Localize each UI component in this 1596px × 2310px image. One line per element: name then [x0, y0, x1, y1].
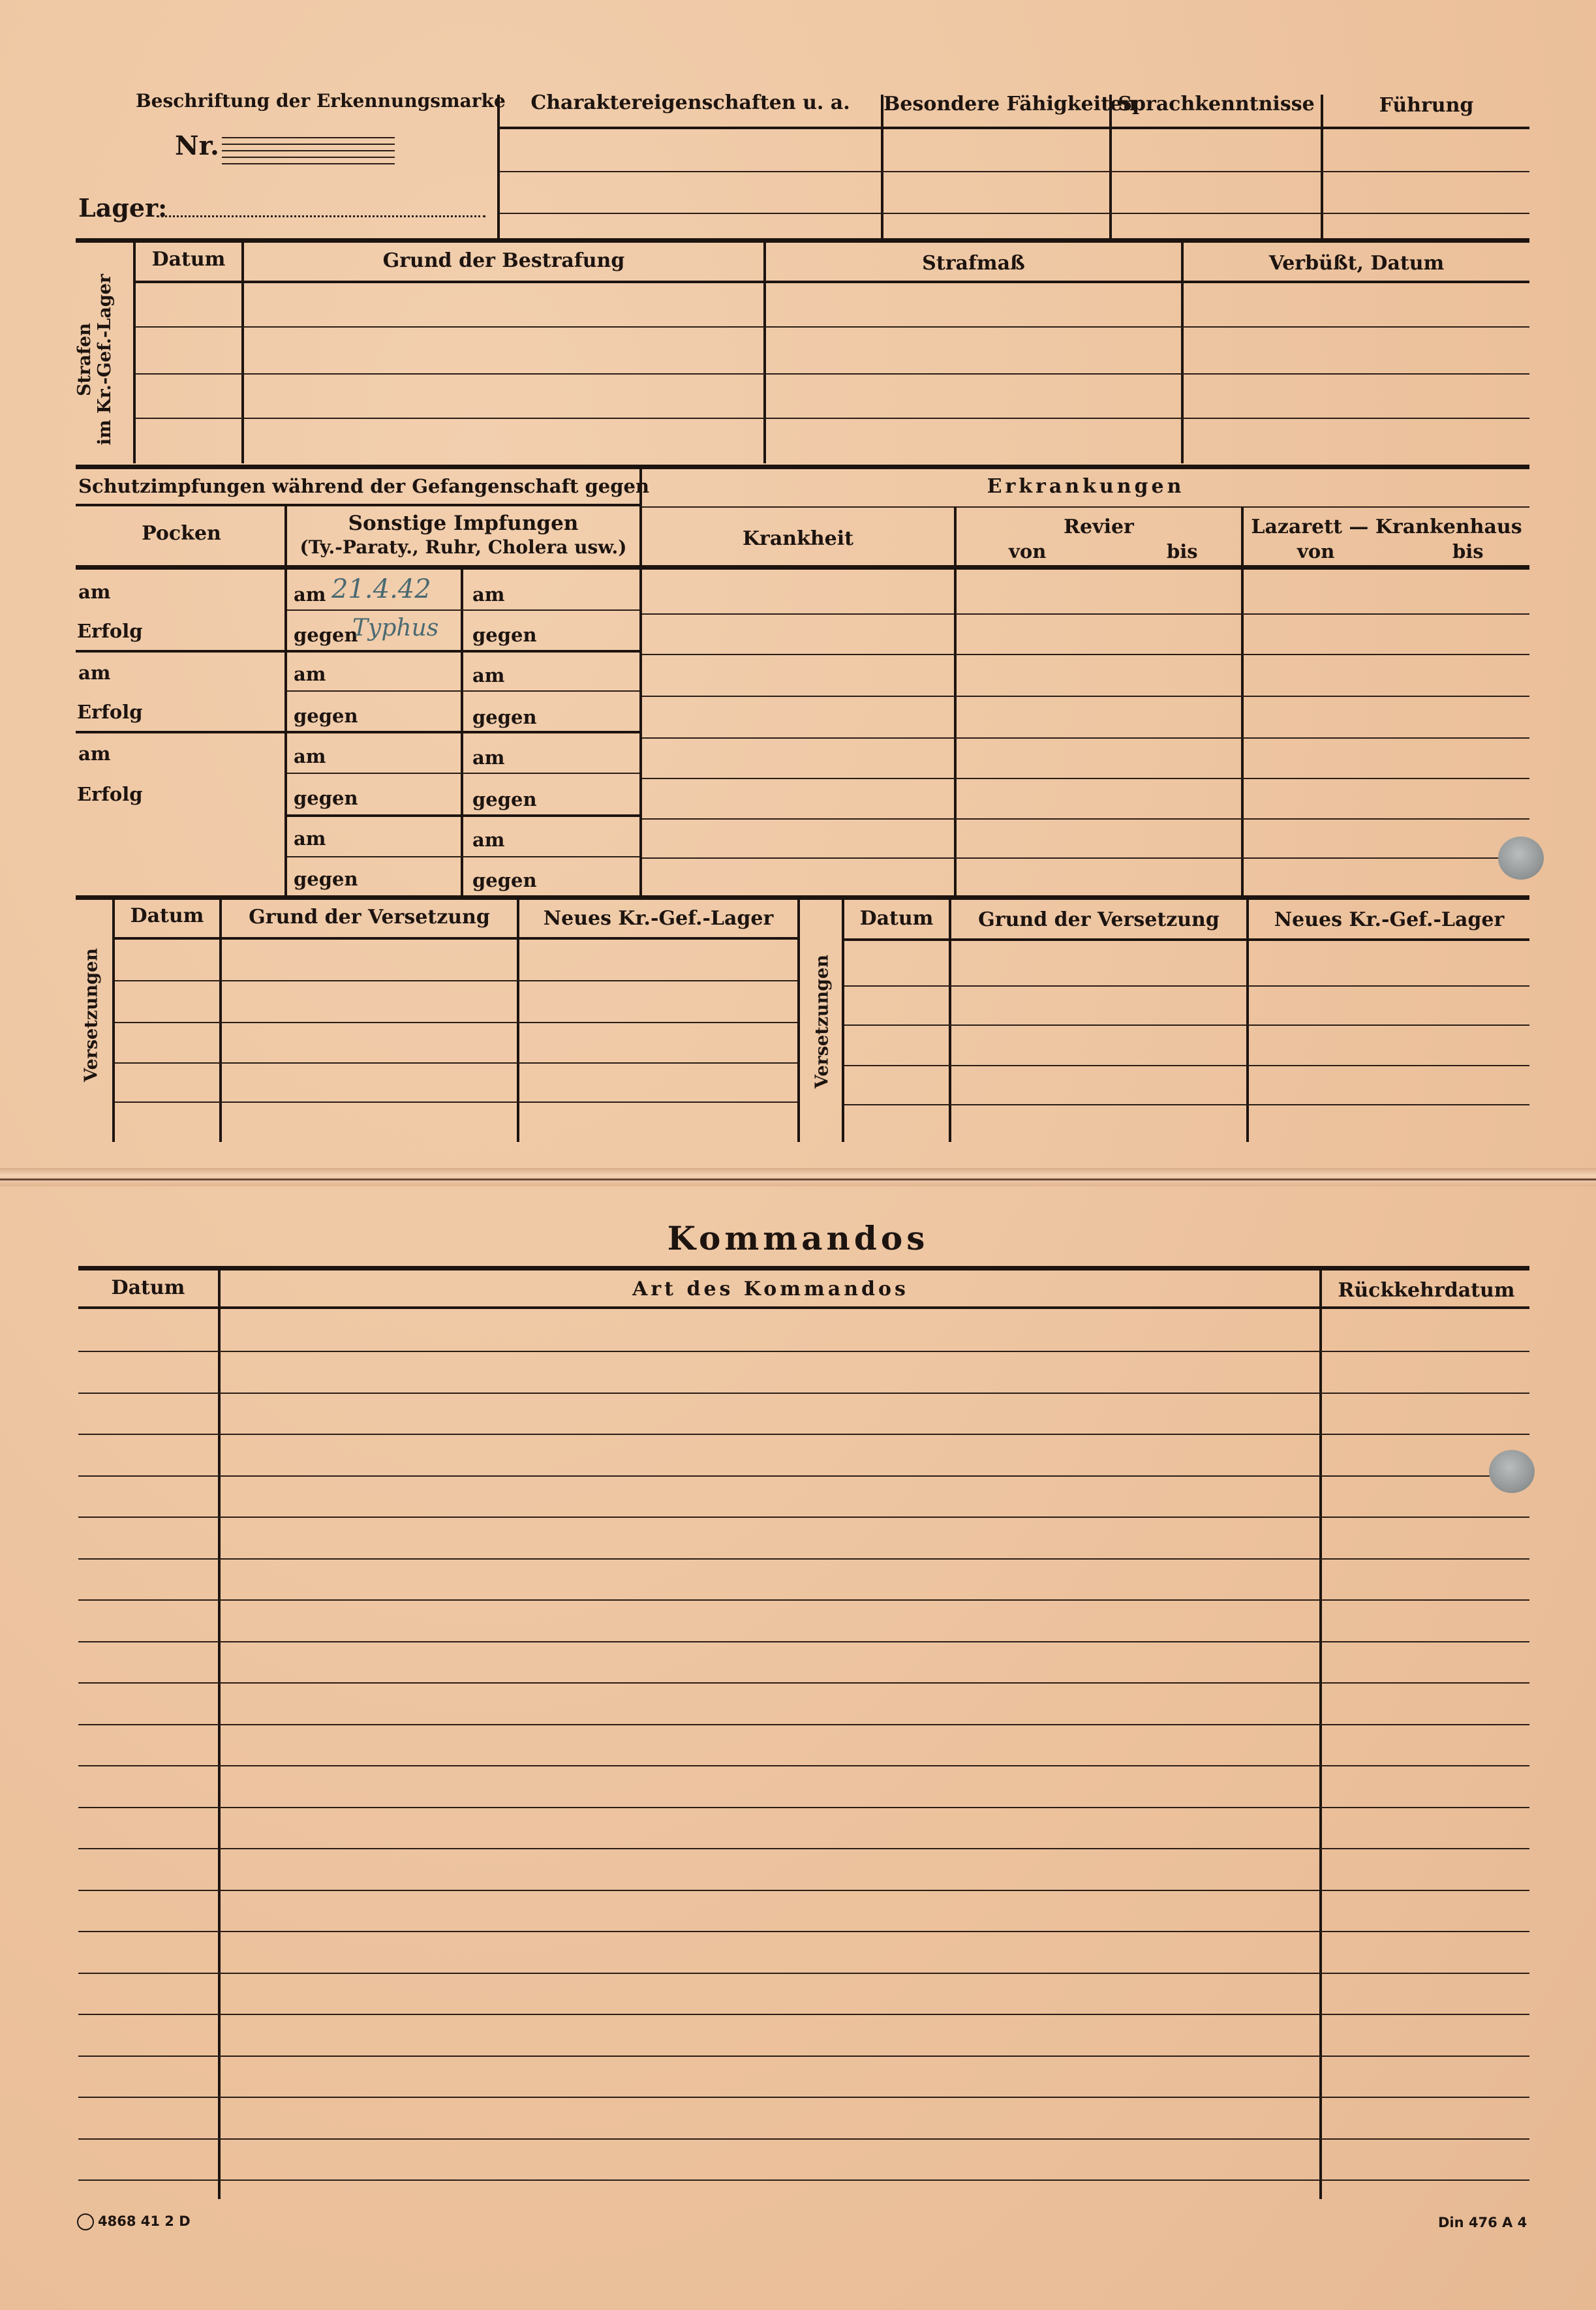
- vacc-other-am-3: am: [294, 745, 326, 767]
- table-row[interactable]: [78, 1434, 1529, 1435]
- table-row[interactable]: [78, 2179, 1529, 2181]
- tag-label: Beschriftung der Erkennungsmarke: [136, 90, 506, 112]
- punish-col-reason: Grund der Bestrafung: [382, 249, 625, 272]
- vacc-other-gegen-4: gegen: [294, 868, 358, 890]
- lager-label: Lager:: [78, 193, 168, 223]
- vacc-other-am-1b: am: [472, 583, 505, 606]
- ill-col-illness: Krankheit: [742, 527, 854, 550]
- vacc-col-other: Sonstige Impfungen: [348, 512, 579, 535]
- print-code: 4868 41 2 D: [77, 2213, 191, 2230]
- din-label: Din 476 A 4: [1438, 2215, 1527, 2230]
- table-row[interactable]: [78, 1973, 1529, 1974]
- table-row[interactable]: [78, 1890, 1529, 1891]
- col-languages: Sprachkenntnisse: [1118, 93, 1315, 116]
- punish-col-served: Verbüßt, Datum: [1268, 252, 1445, 275]
- kommandos-col-return: Rückkehrdatum: [1338, 1279, 1515, 1302]
- table-row[interactable]: [78, 2056, 1529, 2057]
- vacc-other-am-4b: am: [472, 829, 505, 851]
- col-character: Charaktereigenschaften u. a.: [530, 91, 850, 114]
- transfers-side-label-right: Versetzungen: [812, 955, 833, 1089]
- handwritten-date: 21.4.42: [331, 574, 431, 604]
- punishments-side-label: Strafen im Kr.-Gef.-Lager: [74, 273, 115, 446]
- vacc-other-gegen-3b: gegen: [472, 788, 537, 810]
- ill-col-ward: Revier: [1064, 516, 1134, 538]
- vacc-other-gegen-3: gegen: [294, 787, 358, 809]
- punch-hole-lower: [1489, 1450, 1535, 1493]
- table-row[interactable]: [78, 1351, 1529, 1352]
- punish-col-date: Datum: [151, 248, 226, 271]
- transfer-col-reason-left: Grund der Versetzung: [249, 906, 490, 929]
- vacc-col-pox: Pocken: [142, 522, 221, 545]
- punish-col-measure: Strafmaß: [922, 252, 1025, 275]
- vacc-other-am-3b: am: [472, 747, 505, 769]
- table-row[interactable]: [78, 1393, 1529, 1394]
- hospital-bis: bis: [1452, 540, 1484, 562]
- table-row[interactable]: [78, 1765, 1529, 1766]
- table-row[interactable]: [78, 2014, 1529, 2015]
- hospital-von: von: [1297, 540, 1335, 562]
- table-row[interactable]: [78, 1599, 1529, 1601]
- kommandos-col-date: Datum: [111, 1276, 185, 1299]
- vacc-other-am-2: am: [294, 663, 326, 685]
- vacc-title: Schutzimpfungen während der Gefangenschaft gegen: [78, 475, 650, 497]
- printer-mark-icon: [77, 2213, 94, 2230]
- vacc-am-1: am: [78, 581, 111, 603]
- kommandos-title: Kommandos: [667, 1219, 929, 1257]
- vacc-erfolg-3: Erfolg: [77, 783, 143, 805]
- table-row[interactable]: [78, 1517, 1529, 1518]
- transfer-col-date-left: Datum: [130, 904, 204, 927]
- nr-label: Nr.: [175, 131, 219, 161]
- vacc-other-gegen-4b: gegen: [472, 869, 537, 891]
- table-row[interactable]: [78, 1807, 1529, 1808]
- kommandos-col-type: Art des Kommandos: [632, 1278, 909, 1301]
- vacc-erfolg-1: Erfolg: [77, 620, 143, 642]
- vacc-am-2: am: [78, 662, 111, 684]
- col-skills: Besondere Fähigkeiten: [883, 93, 1137, 116]
- lager-field[interactable]: [157, 215, 485, 217]
- table-row[interactable]: [78, 1848, 1529, 1849]
- table-row[interactable]: [78, 1475, 1529, 1477]
- vacc-other-gegen-2: gegen: [294, 705, 358, 727]
- transfer-col-camp-left: Neues Kr.-Gef.-Lager: [543, 907, 774, 930]
- vacc-erfolg-2: Erfolg: [77, 701, 143, 723]
- transfer-col-reason-right: Grund der Versetzung: [978, 908, 1220, 931]
- ward-von: von: [1009, 540, 1047, 562]
- table-row[interactable]: [78, 2138, 1529, 2140]
- ill-col-hospital: Lazarett — Krankenhaus: [1251, 516, 1522, 538]
- handwritten-typhus: Typhus: [352, 615, 439, 641]
- transfers-side-label-left: Versetzungen: [81, 948, 102, 1083]
- vacc-other-gegen-1: gegen: [294, 624, 358, 646]
- vacc-other-am-1: am: [294, 583, 326, 606]
- vacc-col-other-sub: (Ty.-Paraty., Ruhr, Cholera usw.): [299, 536, 627, 558]
- table-row[interactable]: [78, 1641, 1529, 1642]
- table-row[interactable]: [78, 2097, 1529, 2098]
- vacc-other-gegen-1b: gegen: [472, 624, 537, 646]
- col-conduct: Führung: [1379, 94, 1474, 117]
- punch-hole-upper: [1498, 837, 1544, 880]
- transfer-col-camp-right: Neues Kr.-Gef.-Lager: [1274, 908, 1505, 931]
- ill-title: Erkrankungen: [987, 475, 1185, 498]
- vacc-other-am-2b: am: [472, 664, 505, 686]
- vacc-am-3: am: [78, 743, 111, 765]
- table-row[interactable]: [78, 1558, 1529, 1560]
- transfer-col-date-right: Datum: [859, 907, 934, 930]
- table-row[interactable]: [78, 1724, 1529, 1725]
- ward-bis: bis: [1167, 540, 1198, 562]
- table-row[interactable]: [78, 1931, 1529, 1932]
- table-row[interactable]: [78, 1682, 1529, 1684]
- vacc-other-gegen-2b: gegen: [472, 706, 537, 728]
- vacc-other-am-4: am: [294, 827, 326, 850]
